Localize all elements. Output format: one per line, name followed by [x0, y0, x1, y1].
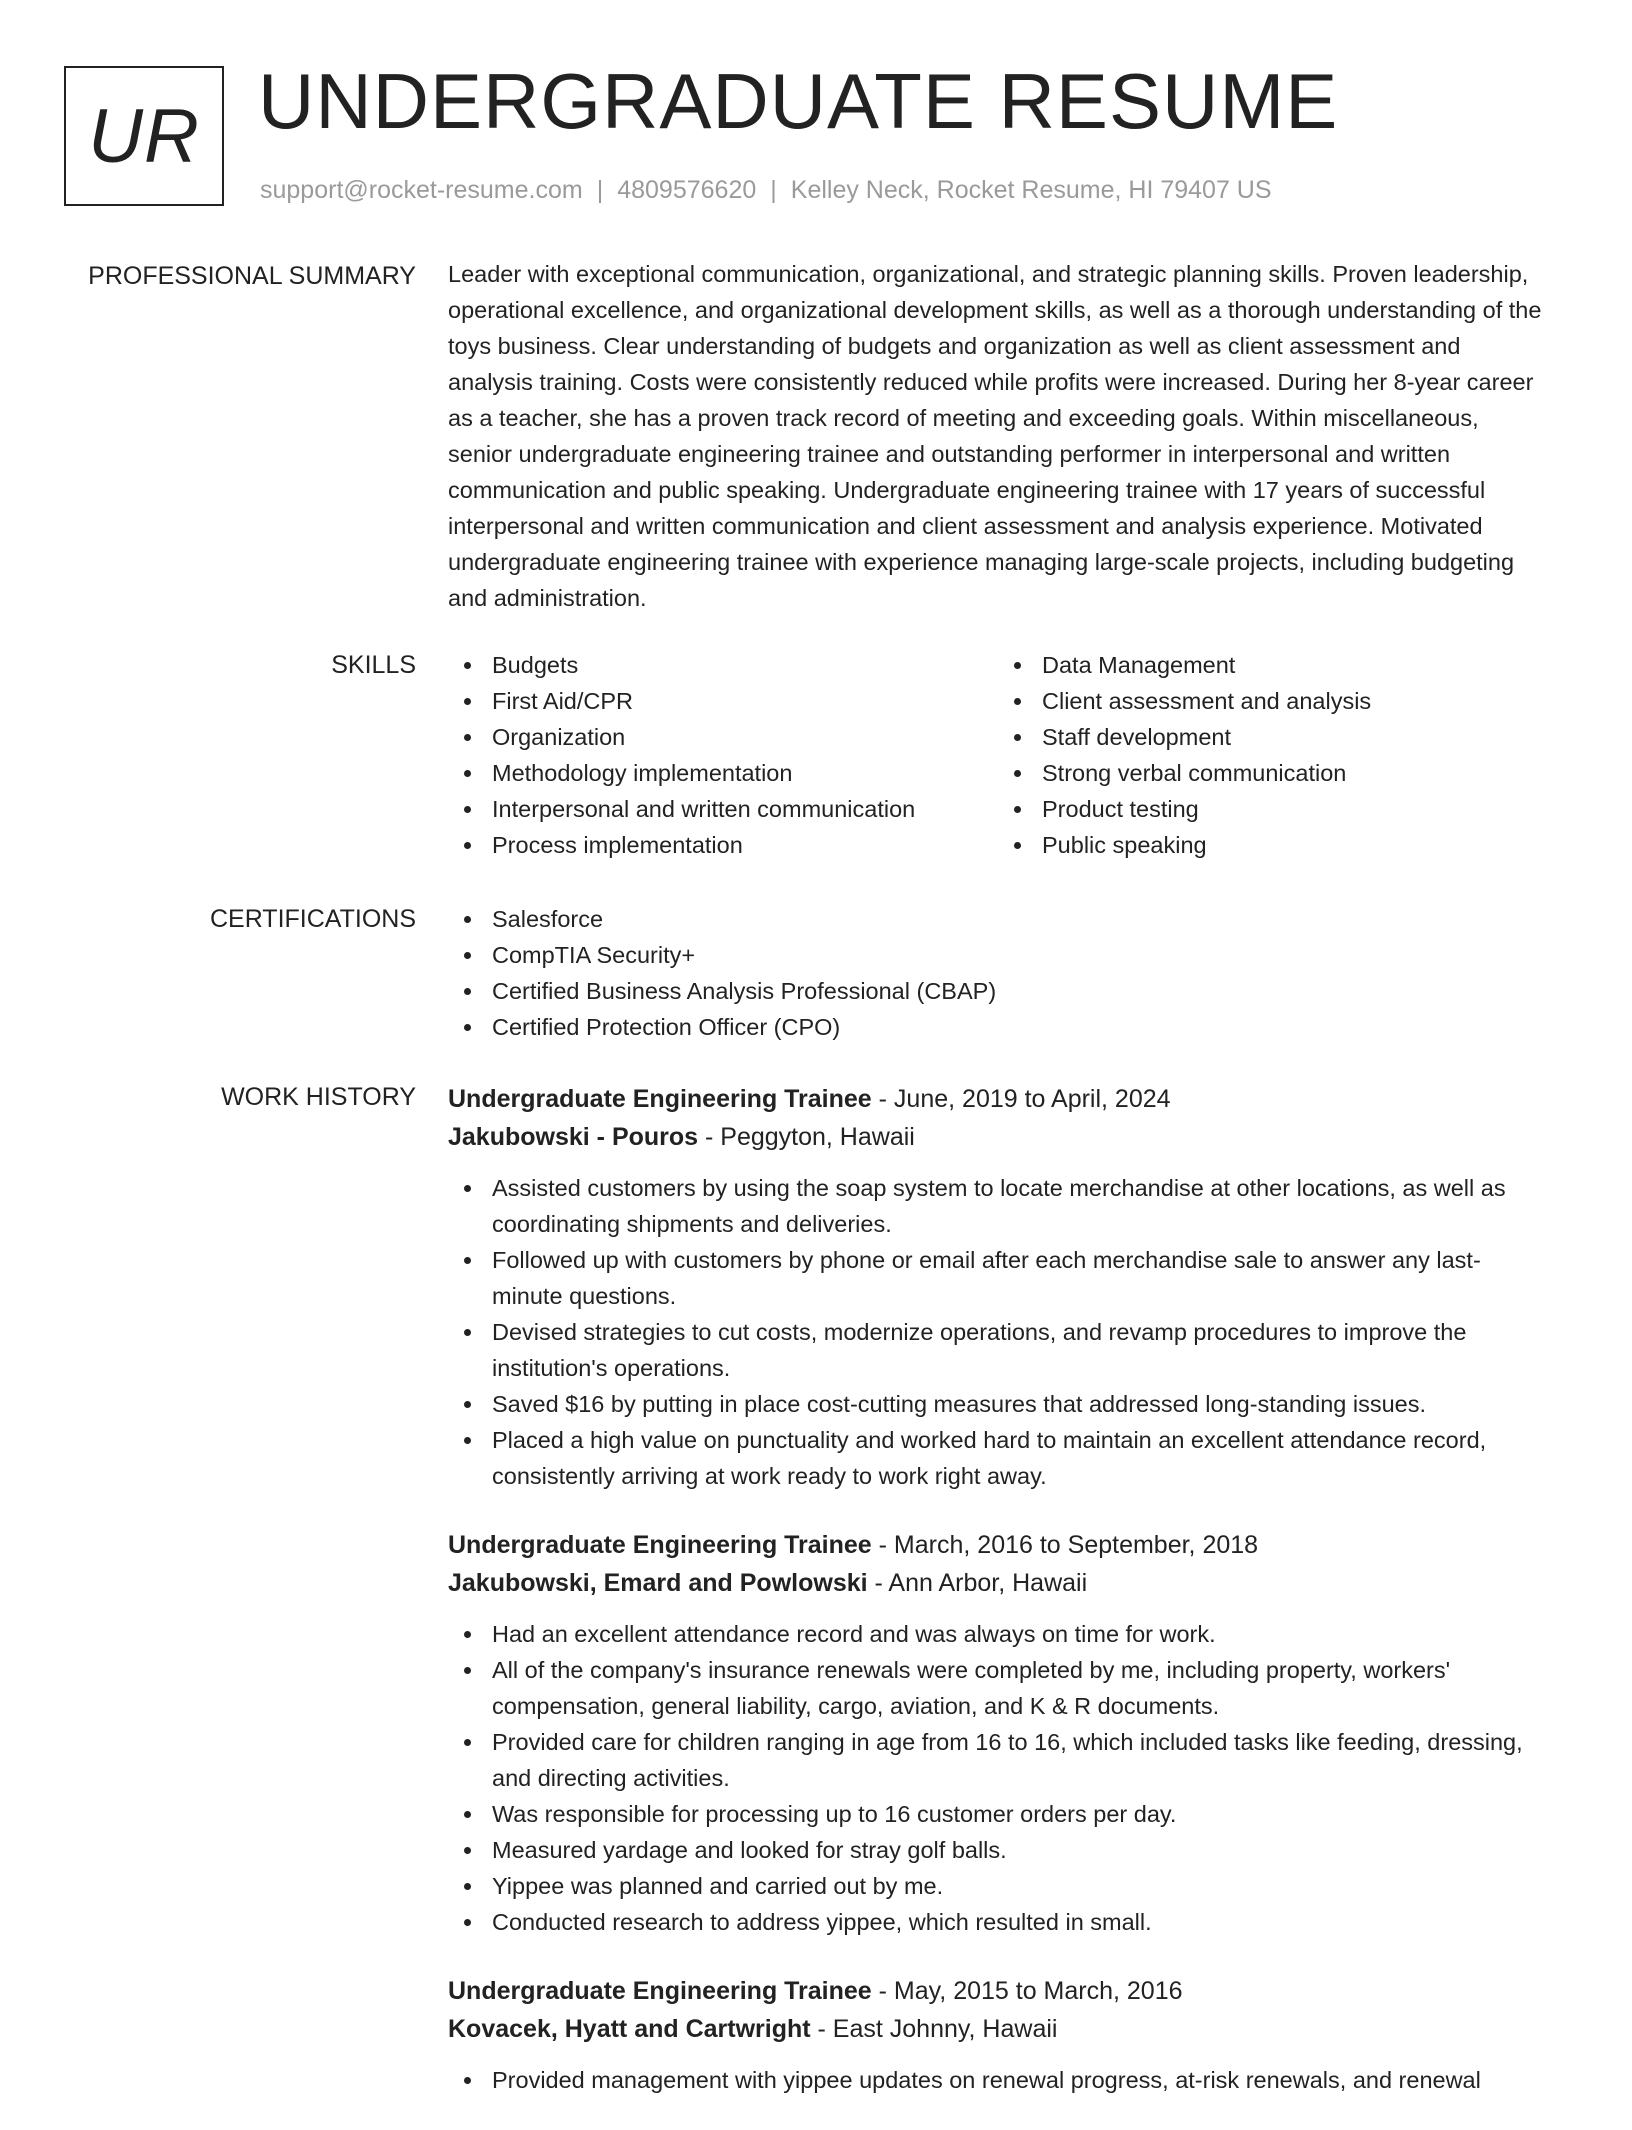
list-item: Was responsible for processing up to 16 customer orders per day.	[448, 1796, 1548, 1832]
list-item: Conducted research to address yippee, which resulted in small.	[448, 1904, 1548, 1940]
list-item: Provided management with yippee updates on renewal progress, at-risk renewals, and renewal	[448, 2062, 1548, 2098]
list-item: Provided care for children ranging in age from 16 to 16, which included tasks like feeding, dressing, and directing activities.	[448, 1724, 1548, 1796]
contact-email: support@rocket-resume.com	[260, 176, 583, 204]
list-item: Staff development	[998, 719, 1548, 755]
job-company: Jakubowski - Pouros	[448, 1123, 699, 1151]
summary-heading: PROFESSIONAL SUMMARY	[88, 262, 416, 290]
list-item: Devised strategies to cut costs, modernize operations, and revamp procedures to improve the institution's operations.	[448, 1314, 1548, 1386]
skills-list-left	[448, 647, 998, 863]
list-item: Interpersonal and written communication	[448, 791, 998, 827]
list-item: Assisted customers by using the soap system to locate merchandise at other locations, as well as coordinating shipments and deliveries.	[448, 1170, 1548, 1242]
resume-title: UNDERGRADUATE RESUME	[258, 57, 1339, 145]
job-company-line	[448, 1118, 1548, 1156]
job-dates: - March, 2016 to September, 2018	[871, 1531, 1259, 1559]
job-dates: - June, 2019 to April, 2024	[871, 1085, 1171, 1113]
contact-separator: |	[770, 176, 777, 204]
work-history-heading: WORK HISTORY	[221, 1083, 416, 1111]
job-company: Jakubowski, Emard and Powlowski	[448, 1569, 868, 1597]
contact-phone: 4809576620	[617, 176, 757, 204]
list-item: Measured yardage and looked for stray golf balls.	[448, 1832, 1548, 1868]
skills-list-right	[998, 647, 1548, 863]
job-title-line	[448, 1972, 1548, 2010]
job-company-line	[448, 2010, 1548, 2048]
job-company: Kovacek, Hyatt and Cartwright	[448, 2015, 811, 2043]
list-item: CompTIA Security+	[448, 937, 1548, 973]
list-item: Had an excellent attendance record and was always on time for work.	[448, 1616, 1548, 1652]
list-item: Yippee was planned and carried out by me.	[448, 1868, 1548, 1904]
certifications-list	[448, 901, 1548, 1045]
certifications-heading: CERTIFICATIONS	[209, 905, 416, 933]
skills-heading: SKILLS	[331, 651, 416, 679]
list-item: Strong verbal communication	[998, 755, 1548, 791]
job-duties-list	[448, 2062, 1548, 2098]
list-item: Product testing	[998, 791, 1548, 827]
job-title-line	[448, 1080, 1548, 1118]
job-location: - East Johnny, Hawaii	[810, 2015, 1058, 2043]
job-entry	[448, 1080, 1548, 1494]
job-title: Undergraduate Engineering Trainee	[448, 1531, 872, 1559]
list-item: Methodology implementation	[448, 755, 998, 791]
job-entry	[448, 1972, 1548, 2098]
job-title: Undergraduate Engineering Trainee	[448, 1085, 872, 1113]
list-item: First Aid/CPR	[448, 683, 998, 719]
job-company-line	[448, 1564, 1548, 1602]
list-item: Public speaking	[998, 827, 1548, 863]
job-location: - Ann Arbor, Hawaii	[867, 1569, 1088, 1597]
summary-text: Leader with exceptional communication, organizational, and strategic planning skills. Proven leadership, operational excellence, and organizational development skills, as well as a thorough understanding of the toys business. Clear understanding of budgets and organization as well as client assessment and analysis training. Costs were consistently reduced while profits were increased. During her 8-year career as a teacher, she has a proven track record of meeting and exceeding goals. Within miscellaneous, senior undergraduate engineering trainee and outstanding performer in interpersonal and written communication and public speaking. Undergraduate engineering trainee with 17 years of successful interpersonal and written communication and client assessment and analysis experience. Motivated undergraduate engineering trainee with experience managing large-scale projects, including budgeting and administration.	[448, 261, 1542, 611]
contact-separator: |	[596, 176, 604, 204]
list-item: Saved $16 by putting in place cost-cutting measures that addressed long-standing issues.	[448, 1386, 1548, 1422]
list-item: Organization	[448, 719, 998, 755]
job-dates: - May, 2015 to March, 2016	[871, 1977, 1183, 2005]
job-duties-list	[448, 1170, 1548, 1494]
job-duties-list	[448, 1616, 1548, 1940]
contact-line	[260, 175, 1272, 205]
job-location: - Peggyton, Hawaii	[698, 1123, 915, 1151]
job-title-line	[448, 1526, 1548, 1564]
contact-address: Kelley Neck, Rocket Resume, HI 79407 US	[790, 176, 1272, 204]
list-item: Placed a high value on punctuality and worked hard to maintain an excellent attendance record, consistently arriving at work ready to work right away.	[448, 1422, 1548, 1494]
list-item: All of the company's insurance renewals were completed by me, including property, workers' compensation, general liability, cargo, aviation, and K & R documents.	[448, 1652, 1548, 1724]
list-item: Client assessment and analysis	[998, 683, 1548, 719]
list-item: Data Management	[998, 647, 1548, 683]
job-title: Undergraduate Engineering Trainee	[448, 1977, 872, 2005]
list-item: Process implementation	[448, 827, 998, 863]
job-entry	[448, 1526, 1548, 1940]
list-item: Certified Protection Officer (CPO)	[448, 1009, 1548, 1045]
list-item: Certified Business Analysis Professional (CBAP)	[448, 973, 1548, 1009]
list-item: Followed up with customers by phone or email after each merchandise sale to answer any last-minute questions.	[448, 1242, 1548, 1314]
list-item: Salesforce	[448, 901, 1548, 937]
monogram-logo: UR	[64, 66, 224, 206]
list-item: Budgets	[448, 647, 998, 683]
